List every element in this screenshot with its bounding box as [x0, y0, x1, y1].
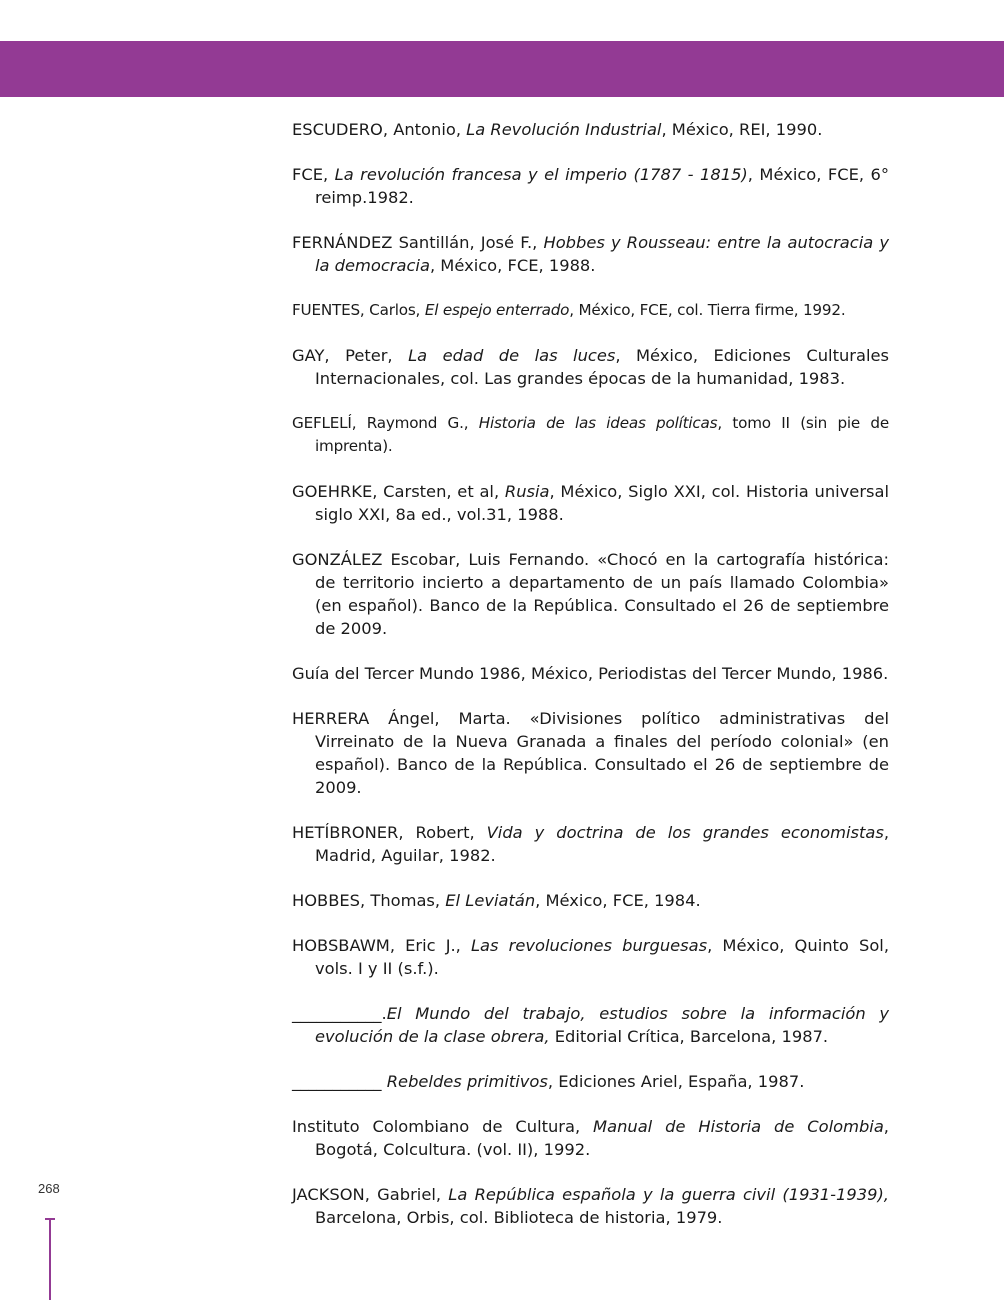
reference-entry [292, 344, 889, 390]
reference-entry [292, 231, 889, 277]
reference-entry [292, 821, 889, 867]
reference-entry [292, 299, 889, 322]
reference-title: La revolución francesa y el imperio (1787 - 1815) [334, 165, 748, 184]
reference-author: ___________. [292, 1004, 387, 1023]
header-band [0, 41, 1004, 97]
reference-title: Rebeldes primitivos [386, 1072, 548, 1091]
reference-author: FERNÁNDEZ Santillán, José F., [292, 233, 544, 252]
reference-entry [292, 1002, 889, 1048]
reference-details: , Madrid, Aguilar, 1982. [315, 823, 889, 865]
bibliography-list [292, 118, 889, 1251]
reference-author: GONZÁLEZ Escobar, Luis Fernando. «Chocó en la cartografía histórica: de territorio incierto a departamento de un país llamado Colombia» (en español). Banco de la República. Consultado el 26 de septiembre de 2009. [292, 550, 889, 638]
reference-title: La edad de las luces [408, 346, 616, 365]
reference-details: , México, FCE, 6° reimp.1982. [315, 165, 890, 207]
reference-entry [292, 480, 889, 526]
reference-entry [292, 707, 889, 799]
reference-author: GOEHRKE, Carsten, et al, [292, 482, 505, 501]
page-number: 268 [38, 1181, 60, 1196]
reference-details: , México, FCE, 1988. [429, 256, 596, 275]
reference-details: , México, Quinto Sol, vols. I y II (s.f.). [315, 936, 889, 978]
reference-title: Manual de Historia de Colombia [593, 1117, 884, 1136]
reference-entry [292, 662, 889, 685]
reference-title: Vida y doctrina de los grandes economistas [486, 823, 884, 842]
reference-title: La Revolución Industrial [466, 120, 662, 139]
reference-entry [292, 163, 889, 209]
reference-title: La República española y la guerra civil (1931-1939), [448, 1185, 889, 1204]
reference-title: El espejo enterrado [424, 301, 570, 319]
reference-author: HOBBES, Thomas, [292, 891, 446, 910]
reference-entry [292, 548, 889, 640]
reference-details: , Bogotá, Colcultura. (vol. II), 1992. [315, 1117, 889, 1159]
reference-entry [292, 1183, 889, 1229]
reference-details: , México, Siglo XXI, col. Historia universal siglo XXI, 8a ed., vol.31, 1988. [315, 482, 889, 524]
reference-title: Hobbes y Rousseau: entre la autocracia y la democracia [315, 233, 889, 275]
reference-details: , México, FCE, 1984. [535, 891, 701, 910]
reference-author: JACKSON, Gabriel, [292, 1185, 449, 1204]
reference-details: , México, REI, 1990. [661, 120, 823, 139]
reference-entry [292, 889, 889, 912]
reference-author: GEFLELÍ, Raymond G., [292, 414, 479, 432]
reference-author: FUENTES, Carlos, [292, 301, 425, 319]
reference-title: Rusia [504, 482, 550, 501]
reference-details: , Ediciones Ariel, España, 1987. [547, 1072, 805, 1091]
reference-title: Historia de las ideas políticas [478, 414, 718, 432]
reference-details: Barcelona, Orbis, col. Biblioteca de historia, 1979. [315, 1208, 723, 1227]
reference-entry [292, 1115, 889, 1161]
reference-author: FCE, [292, 165, 335, 184]
reference-title: Las revoluciones burguesas [470, 936, 708, 955]
reference-title: El Mundo del trabajo, estudios sobre la información y evolución de la clase obrera, [315, 1004, 889, 1046]
reference-author: ESCUDERO, Antonio, [292, 120, 467, 139]
reference-author: HOBSBAWM, Eric J., [292, 936, 471, 955]
reference-entry [292, 1070, 889, 1093]
reference-author: HERRERA Ángel, Marta. «Divisiones político administrativas del Virreinato de la Nueva Granada a finales del período colonial» (en español). Banco de la República. Consultado el 26 de septiembre de 2009. [292, 709, 889, 797]
reference-details: Editorial Crítica, Barcelona, 1987. [549, 1027, 829, 1046]
reference-author: HETÍBRONER, Robert, [292, 823, 487, 842]
reference-author: GAY, Peter, [292, 346, 409, 365]
reference-entry [292, 412, 889, 458]
side-rule [49, 1218, 51, 1300]
reference-details: , México, Ediciones Culturales Internacionales, col. Las grandes épocas de la humanidad, 1983. [315, 346, 889, 388]
reference-author: ___________ [292, 1072, 387, 1091]
reference-author: Guía del Tercer Mundo 1986, México, Periodistas del Tercer Mundo, 1986. [292, 664, 889, 683]
reference-details: , México, FCE, col. Tierra firme, 1992. [569, 301, 846, 319]
reference-author: Instituto Colombiano de Cultura, [292, 1117, 594, 1136]
reference-entry [292, 934, 889, 980]
reference-entry [292, 118, 889, 141]
reference-details: , tomo II (sin pie de imprenta). [315, 414, 889, 455]
reference-title: El Leviatán [445, 891, 536, 910]
